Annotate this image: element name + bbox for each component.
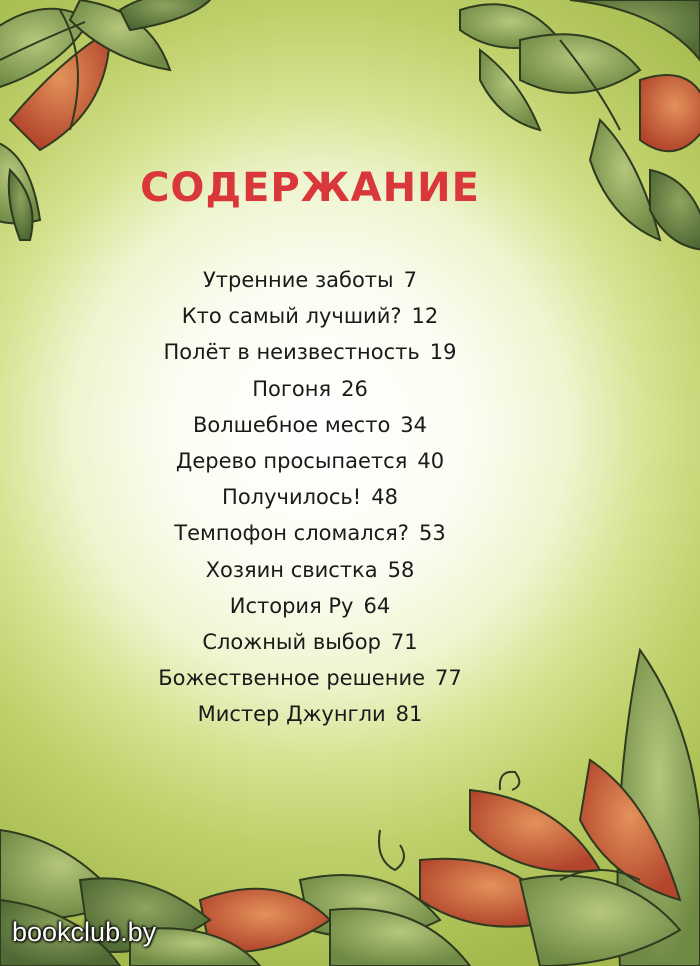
toc-chapter-title: Дерево просыпается	[175, 448, 408, 473]
toc-page-number: 58	[387, 557, 415, 582]
watermark: bookclub.by	[12, 917, 157, 947]
toc-chapter-title: Погоня	[252, 376, 332, 401]
toc-page-number: 71	[390, 629, 418, 654]
toc-entry	[0, 696, 620, 732]
toc-chapter-title: Сложный выбор	[202, 629, 381, 654]
toc-page-number: 7	[403, 268, 417, 292]
toc-page-number: 77	[435, 666, 462, 691]
toc-page-number: 81	[395, 702, 423, 727]
toc-chapter-title: Утренние заботы	[202, 268, 394, 292]
toc-entry	[0, 660, 620, 696]
toc-chapter-title: Полёт в неизвестность	[163, 340, 420, 365]
toc-entry	[0, 479, 620, 515]
toc-entry	[0, 515, 620, 551]
toc-chapter-title: Хозяин свистка	[205, 557, 378, 582]
page-title: СОДЕРЖАНИЕ	[140, 165, 480, 211]
toc-page-number: 26	[341, 376, 368, 401]
toc-entry	[0, 334, 620, 370]
table-of-contents	[0, 262, 620, 732]
toc-chapter-title: Кто самый лучший?	[181, 304, 402, 329]
toc-page-number: 12	[411, 304, 439, 329]
toc-entry	[0, 407, 620, 443]
toc-chapter-title: История Ру	[229, 593, 354, 618]
toc-entry	[0, 624, 620, 660]
toc-page-number: 48	[371, 485, 398, 510]
toc-page-number: 19	[429, 340, 457, 365]
toc-entry	[0, 588, 620, 624]
toc-chapter-title: Волшебное место	[192, 412, 391, 437]
toc-entry	[0, 262, 620, 298]
toc-page-number: 40	[417, 448, 445, 473]
toc-chapter-title: Получилось!	[222, 485, 362, 510]
toc-chapter-title: Мистер Джунгли	[197, 702, 386, 727]
toc-chapter-title: Божественное решение	[158, 666, 426, 691]
toc-entry	[0, 443, 620, 479]
toc-chapter-title: Темпофон сломался?	[174, 521, 409, 546]
toc-page-number: 64	[363, 593, 391, 618]
toc-entry	[0, 552, 620, 588]
toc-page-number: 34	[400, 412, 428, 437]
toc-entry	[0, 371, 620, 407]
toc-entry	[0, 298, 620, 334]
toc-page-number: 53	[418, 521, 446, 546]
